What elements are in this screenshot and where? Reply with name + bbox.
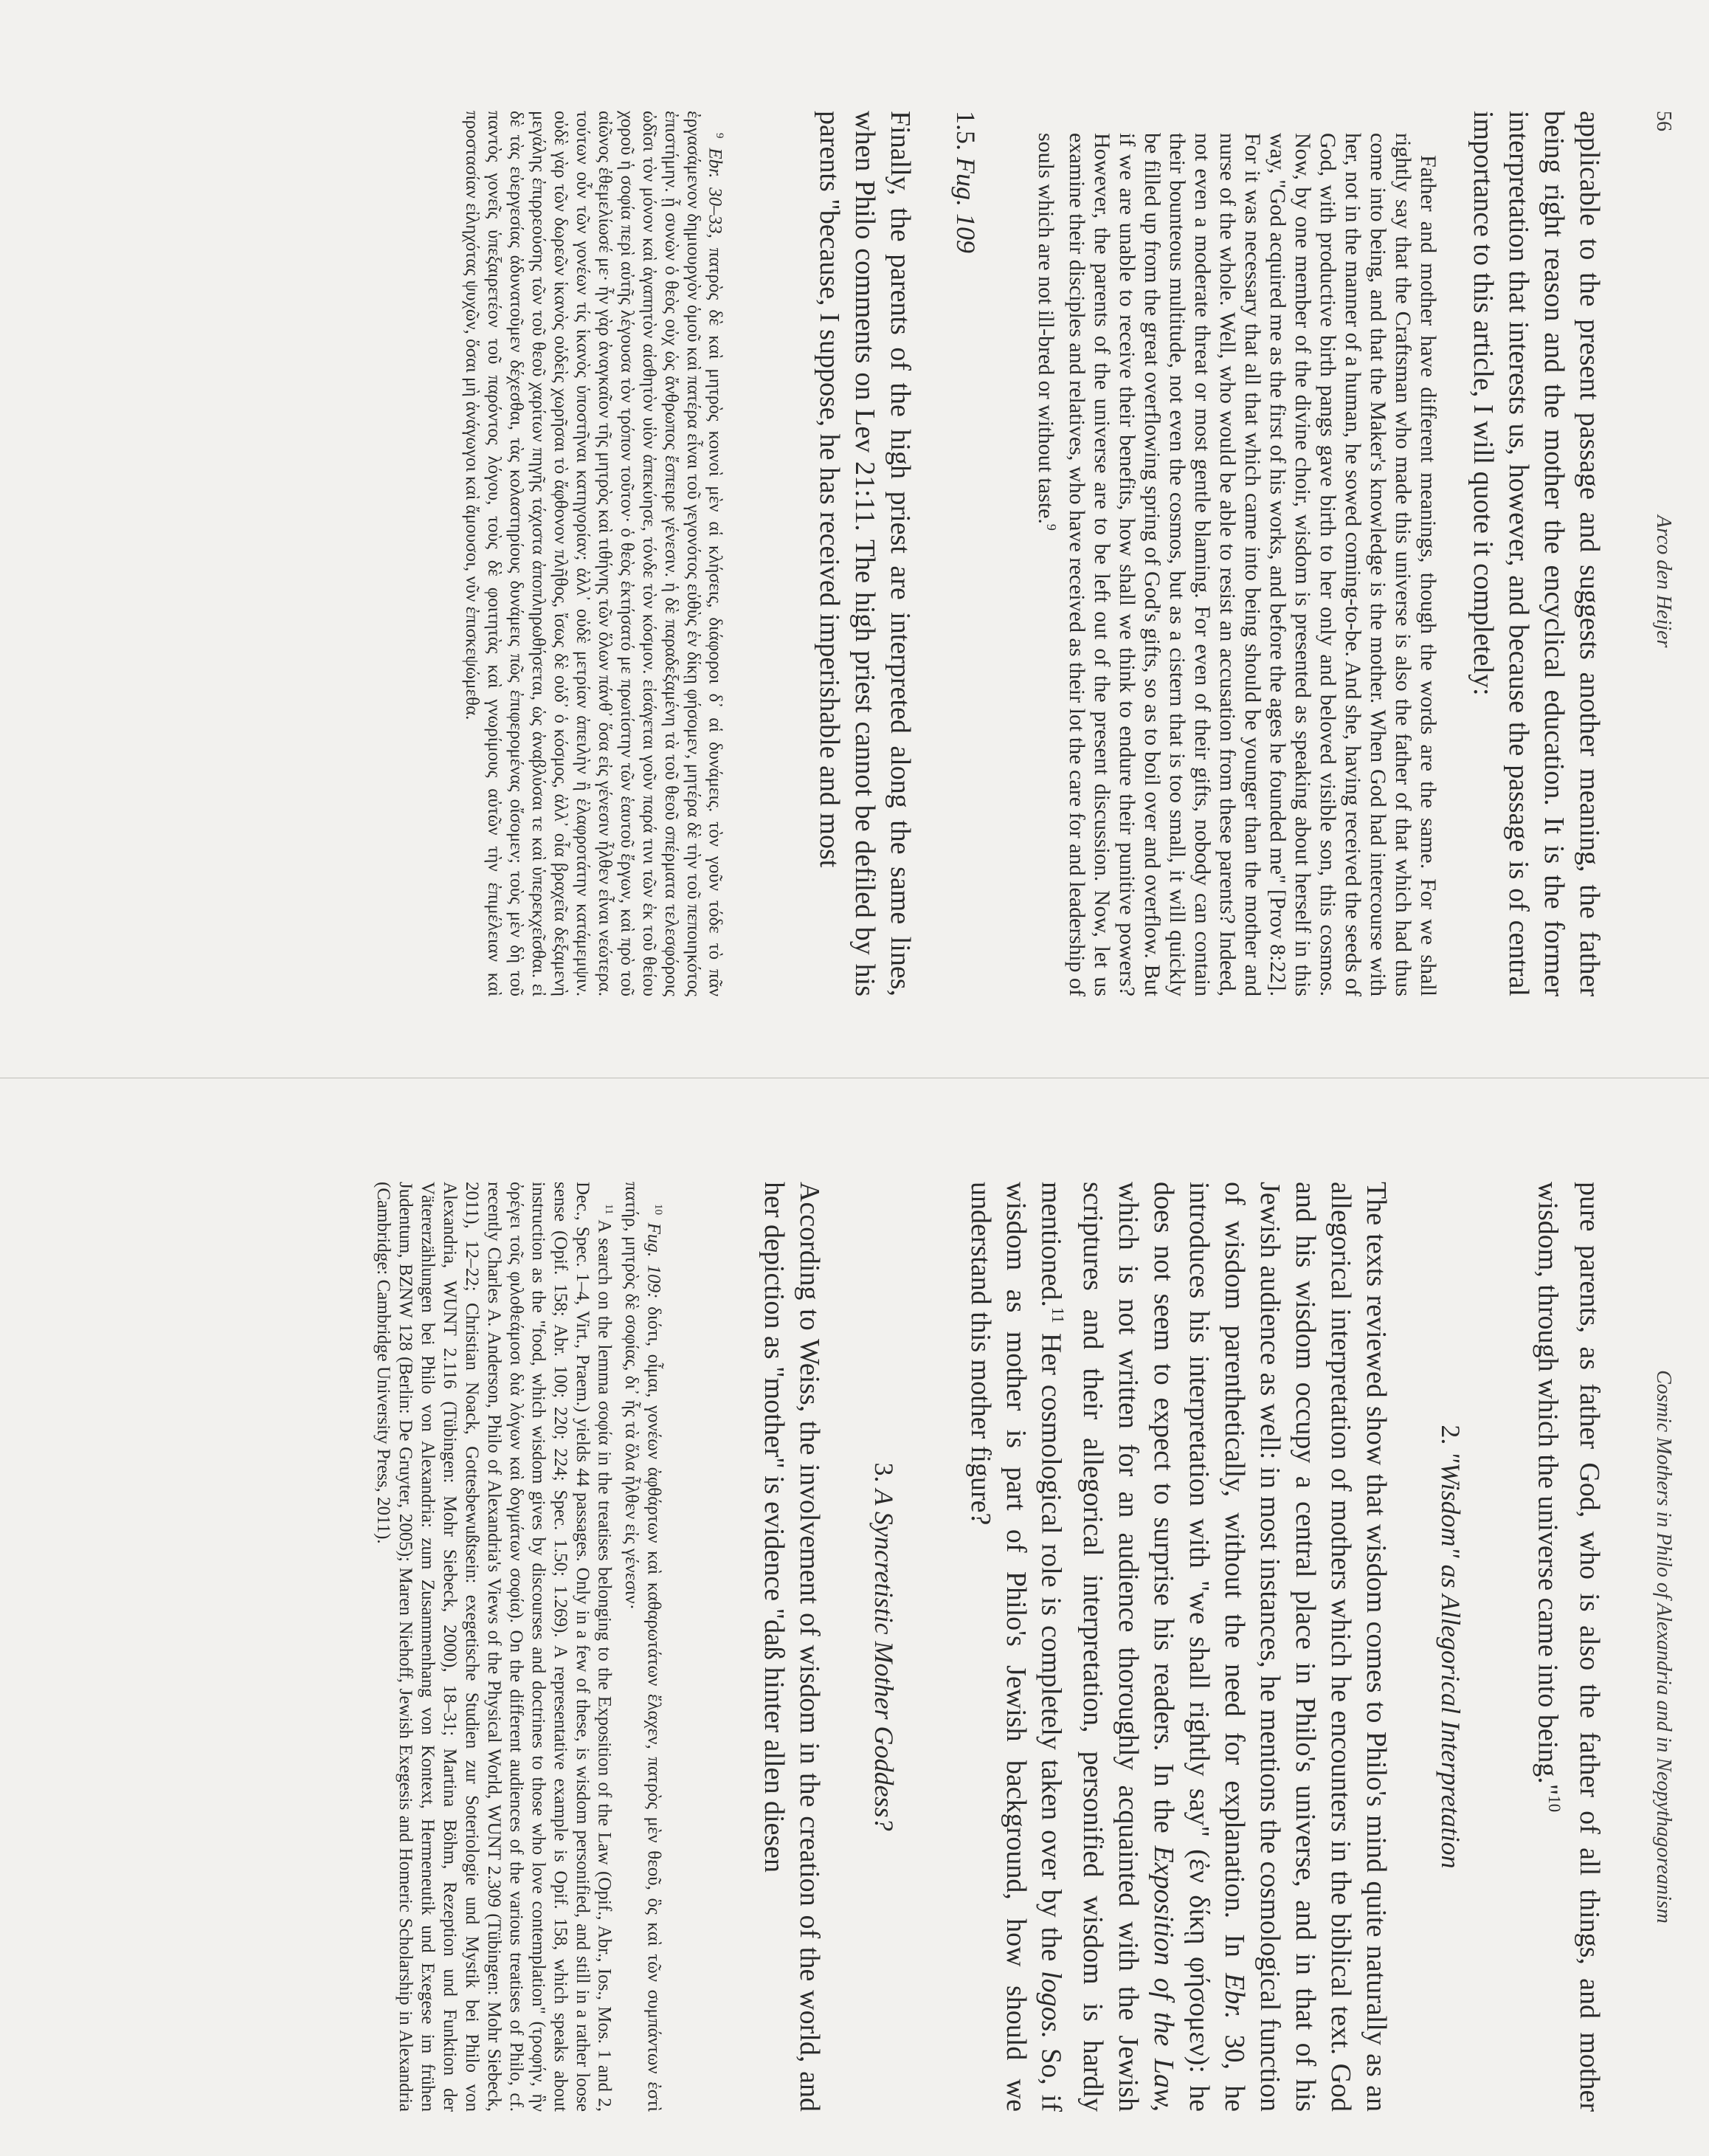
left-running-head xyxy=(1647,111,1679,996)
footnote-11 xyxy=(372,1182,620,2112)
block-quote-text: Father and mother have different meanings, though the words are the same. For we shall rightly say that the Craftsman who made this universe is also the father of that which had thus come into being, and that the Maker's knowledge is the mother. When God had intercourse with her, not in the manner of a human, he sowed coming-to-be. And she, having received the seeds of God, with productive birth pangs gave birth to her only and beloved visible son, this cosmos. Now, by one member of the divine choir, wisdom is presented as speaking about herself in this way, "God acquired me as the first of his works, and before the ages he founded me" [Prov 8:22]. For it was necessary that all that which came into being should be younger than the mother and nurse of the whole. Well, who would be able to resist an accusation from these parents? Indeed, not even a moderate threat or most gentle blaming. For even of their gifts, nobody can contain their bounteous multitude, not even the cosmos, but as a cistern that is too small, it will quickly be filled up from the great overflowing spring of God's gifts, so as to boil over and overflow. But if we are unable to receive their benefits, how shall we think to endure their punitive powers? However, the parents of the universe are to be left out of the present discussion. Now, let us examine their disciples and relatives, who have received as their lot the care for and leadership of souls which are not ill-bred or without taste. xyxy=(1034,133,1440,996)
footnote-10-text: διότι, οἶμαι, γονέων ἀφθάρτων καὶ καθαρωτάτων ἔλαχεν, πατρὸς μὲν θεοῦ, ὃς καὶ τῶν συμπάντων ἐστὶ πατήρ, μητρὸς δὲ σοφίας, δι᾽ ἧς τὰ ὅλα ἦλθεν εἰς γένεσιν· xyxy=(621,1182,664,2112)
footnote-10-number: 10 xyxy=(652,1204,664,1215)
footnote-9-text: πατρὸς δὲ καὶ μητρὸς κοινοὶ μὲν αἱ κλήσεις, διάφοροι δ᾽ αἱ δυνάμεις. τὸν γοῦν τόδε τὸ πᾶν ἐργασάμενον δημιουργὸν ὁμοῦ καὶ πατέρα εἶναι τοῦ γεγονότος εὐθὺς ἐν δίκῃ φήσομεν, μητέρα δὲ τὴν τοῦ πεποιηκότος ἐπιστήμην. ᾗ συνὼν ὁ θεὸς οὐχ ὡς ἄνθρωπος ἔσπειρε γένεσιν. ἡ δὲ παραδεξαμένη τὰ τοῦ θεοῦ σπέρματα τελεσφόροις ὠδῖσι τὸν μόνον καὶ ἀγαπητὸν αἰσθητὸν υἱὸν ἀπεκύησε, τόνδε τὸν κόσμον. εἰσάγεται γοῦν παρά τινι τῶν ἐκ τοῦ θείου χοροῦ ἡ σοφία περὶ αὐτῆς λέγουσα τὸν τρόπον τοῦτον· ὁ θεὸς ἐκτήσατό με πρωτίστην τῶν ἑαυτοῦ ἔργων, καὶ πρὸ τοῦ αἰῶνος ἐθεμελίωσέ με· ἦν γὰρ ἀναγκαῖον τῆς μητρὸς καὶ τιθήνης τῶν ὅλων πάνθ᾽ ὅσα εἰς γένεσιν ἦλθεν εἶναι νεώτερα. τούτων οὖν τῶν γονέων τίς ἱκανὸς ὑποστῆναι κατηγορίαν; ἀλλ᾽ οὐδὲ μετρίαν ἀπειλὴν ἢ ἐλαφροτάτην κατάμεμψιν. οὐδὲ γὰρ τῶν δωρεῶν ἱκανὸς οὐδεὶς χωρῆσαι τὸ ἄφθονον πλῆθος, ἴσως δὲ οὐδ᾽ ὁ κόσμος, ἀλλ᾽ οἷα βραχεῖα δεξαμενὴ μεγάλης ἐπιρρεούσης τῶν τοῦ θεοῦ χαρίτων πηγῆς τάχιστα ἀποπληρωθήσεται, ὡς ἀναβλύσαι τε καὶ ὑπερεκχεῖσθαι. εἰ δὲ τὰς εὐεργεσίας ἀδυνατοῦμεν δέχεσθαι, τὰς κολαστηρίους δυνάμεις πῶς ἐπιφερομένας οἴσομεν; τοὺς μὲν δὴ τοῦ παντὸς γονεῖς ὑπεξαιρετέον τοῦ παρόντος λόγου, τοὺς δὲ φοιτητὰς καὶ γνωρίμους αὐτῶν τὴν ἐπιμέλειαν καὶ προστασίαν εἰληχότας ψυχῶν, ὅσαι μὴ ἀνάγωγοι καὶ ἄμουσοι, νῦν ἐπισκεψώμεθα. xyxy=(461,111,725,996)
section-title: Fug. 109 xyxy=(951,157,981,253)
section-3-title: A Syncretistic Mother Goddess? xyxy=(869,1489,899,1831)
right-paragraph-1-text: pure parents, as father God, who is also the father of all things, and mother wisdom, through which the universe came into being." xyxy=(1532,1182,1605,2112)
section-heading-3 xyxy=(869,1182,900,2112)
section-2-number: 2. xyxy=(1436,1425,1466,1445)
para-2-part-e: So, if wisdom as mother is part of Philo's Jewish background, how should we understand this mother figure? xyxy=(964,1182,1067,2112)
right-paragraph-2 xyxy=(963,1182,1395,2112)
para-2-exposition: Exposition of the Law, xyxy=(1148,1845,1180,2112)
footnote-11-text: A search on the lemma σοφία in the treatises belonging to the Exposition of the Law (Opif., Abr., Ios., Mos. 1 and 2, Dec., Spec. 1–4, Virt., Praem.) yields 44 passages. Only in a few of these, is wisdom personified, and still in a rather loose sense (Opif. 158; Abr. 100; 220; 224; Spec. 1.50; 1.269). A representative example is Opif. 158, which speaks about instruction as the "food, which wisdom gives by discourses and doctrines to those who love contemplation" (τροφήν, ἣν ὀρέγει τοῖς φιλοθεάμοσι διὰ λόγων καὶ δογμάτων σοφία). On the different audiences of the various treatises of Philo, cf. recently Charles A. Anderson, Philo of Alexandria's Views of the Physical World, WUNT 2.309 (Tübingen: Mohr Siebeck, 2011), 12–22; Christian Noack, Gottesbewußtsein: exegetische Studien zur Soteriologie und Mystik bei Philo von Alexandria, WUNT 2.116 (Tübingen: Mohr Siebeck, 2000), 18–31; Martina Böhm, Rezeption und Funktion der Vätererzählungen bei Philo von Alexandria: zum Zusammenhang von Kontext, Hermeneutik und Exegese im frühen Judentum, BZNW 128 (Berlin: De Gruyter, 2005); Maren Niehoff, Jewish Exegesis and Homeric Scholarship in Alexandria (Cambridge: Cambridge University Press, 2011). xyxy=(373,1182,615,2112)
footnote-9 xyxy=(460,111,731,996)
footnote-10-ref: Fug. 109: xyxy=(643,1222,664,1299)
section-heading-1-5 xyxy=(950,111,981,996)
footnote-ref-11: 11 xyxy=(1049,1306,1068,1323)
para-2-part-a: The texts reviewed show that wisdom comes to Philo's mind quite naturally as an allegorical interpretation of mothers which he encounters in the biblical text. God and his wisdom occupy a central place in Philo's universe, and in that of his Jewish audience as well: in most instances, he mentions the cosmological function of wisdom parenthetically, without the need for explanation. In xyxy=(1219,1182,1392,2112)
left-paragraph-2: Finally, the parents of the high priest are interpreted along the same lines, when Philo comments on Lev 21:11. The high priest cannot be defiled by his parents "because, I suppose, he has received imperishable and most xyxy=(814,111,916,996)
para-2-part-d: Her cosmological role is completely taken over by the xyxy=(1035,1332,1067,1962)
right-running-head: Cosmic Mothers in Philo of Alexandria and in Neopythagoreanism xyxy=(1652,1370,1675,1923)
section-number: 1.5. xyxy=(951,111,981,151)
para-2-part-c: which is not written for an audience thoroughly acquainted with the Jewish scriptures and their allegorical interpretation, personified wisdom is hardly mentioned. xyxy=(1035,1182,1144,2112)
section-2-title: "Wisdom" as Allegorical Interpretation xyxy=(1436,1451,1466,1869)
section-heading-2 xyxy=(1435,1182,1466,2112)
footnote-ref-10: 10 xyxy=(1545,1795,1564,1813)
para-2-part-b: 30, he introduces his interpretation with "we shall rightly say" (ἐν δίκῃ φήσομεν): he does not seem to expect to surprise his readers. In the xyxy=(1148,1182,1251,2112)
footnote-9-number: 9 xyxy=(714,133,725,139)
right-paragraph-1 xyxy=(1530,1182,1607,2112)
para-2-ebr: Ebr. xyxy=(1219,1973,1251,2019)
footnote-ref-9: 9 xyxy=(1044,523,1059,531)
right-page xyxy=(0,1078,1709,2156)
right-paragraph-3: According to Weiss, the involvement of wisdom in the creation of the world, and her depiction as "mother" is evidence "daß hinter allen diesen xyxy=(758,1182,825,2112)
para-2-logos: logos. xyxy=(1035,1971,1067,2039)
page-number: 56 xyxy=(1652,111,1675,131)
footnote-11-number: 11 xyxy=(603,1204,615,1215)
footnote-10 xyxy=(620,1182,669,2112)
section-3-number: 3. xyxy=(869,1462,899,1483)
left-paragraph-1: applicable to the present passage and suggests another meaning, the father being right reason and the mother the encyclical education. It is the former interpretation that interests us, however, and because the passage is of central importance to this article, I will quote it completely: xyxy=(1468,111,1605,996)
block-quote xyxy=(1033,133,1440,996)
author-running-head: Arco den Heijer xyxy=(1652,515,1675,648)
footnote-9-ref: Ebr. 30–33, xyxy=(705,148,725,238)
